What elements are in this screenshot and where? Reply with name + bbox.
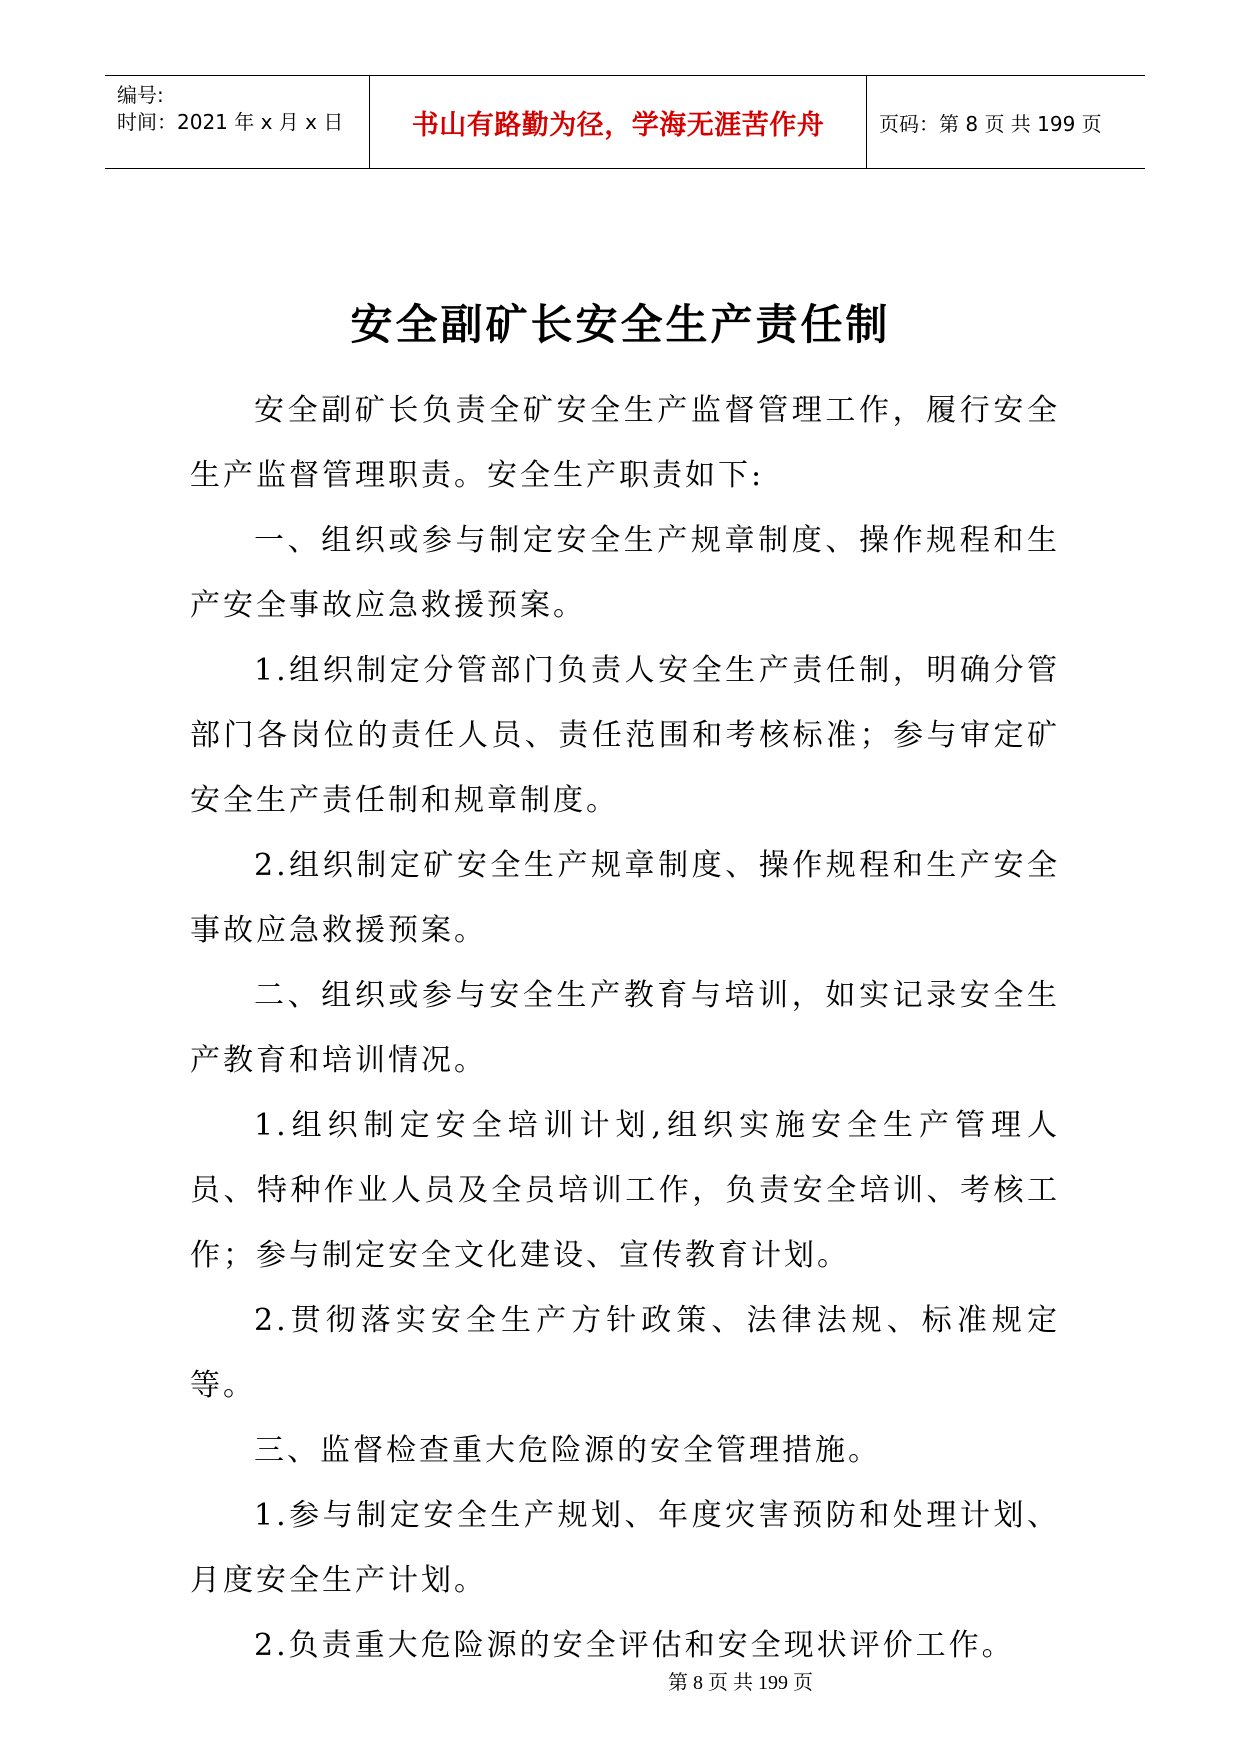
document-body xyxy=(190,378,1060,1678)
header-motto-cell xyxy=(369,76,867,168)
paragraph: 1.组织制定分管部门负责人安全生产责任制，明确分管部门各岗位的责任人员、责任范围和考核标准；参与审定矿安全生产责任制和规章制度。 xyxy=(190,653,1060,818)
paragraph: 1.参与制定安全生产规划、年度灾害预防和处理计划、月度安全生产计划。 xyxy=(190,1498,1060,1598)
document-header xyxy=(105,75,1145,169)
paragraph: 1.组织制定安全培训计划,组织实施安全生产管理人员、特种作业人员及全员培训工作，负责安全培训、考核工作；参与制定安全文化建设、宣传教育计划。 xyxy=(190,1108,1060,1273)
header-page-cell xyxy=(867,76,1145,168)
paragraph: 2.负责重大危险源的安全评估和安全现状评价工作。 xyxy=(254,1628,1015,1663)
paragraph: 2.组织制定矿安全生产规章制度、操作规程和生产安全事故应急救援预案。 xyxy=(190,848,1060,948)
paragraph: 一、组织或参与制定安全生产规章制度、操作规程和生产安全事故应急救援预案。 xyxy=(190,523,1060,623)
motto-text: 书山有路勤为径，学海无涯苦作舟 xyxy=(411,109,825,141)
paragraph: 安全副矿长负责全矿安全生产监督管理工作，履行安全生产监督管理职责。安全生产职责如下: xyxy=(190,393,1060,493)
time-label: 时间：2021 年 x 月 x 日 xyxy=(117,110,344,134)
header-meta-cell xyxy=(105,76,369,168)
page-info: 页码：第 8 页 共 199 页 xyxy=(879,111,1102,136)
paragraph: 二、组织或参与安全生产教育与培训，如实记录安全生产教育和培训情况。 xyxy=(190,978,1060,1078)
number-label: 编号: xyxy=(117,83,164,107)
paragraph: 三、监督检查重大危险源的安全管理措施。 xyxy=(254,1433,881,1468)
footer-page-number: 第 8 页 共 199 页 xyxy=(668,1672,813,1694)
document-title: 安全副矿长安全生产责任制 xyxy=(350,300,891,349)
page-footer xyxy=(0,1666,1241,1695)
paragraph: 2.贯彻落实安全生产方针政策、法律法规、标准规定等。 xyxy=(190,1303,1060,1403)
